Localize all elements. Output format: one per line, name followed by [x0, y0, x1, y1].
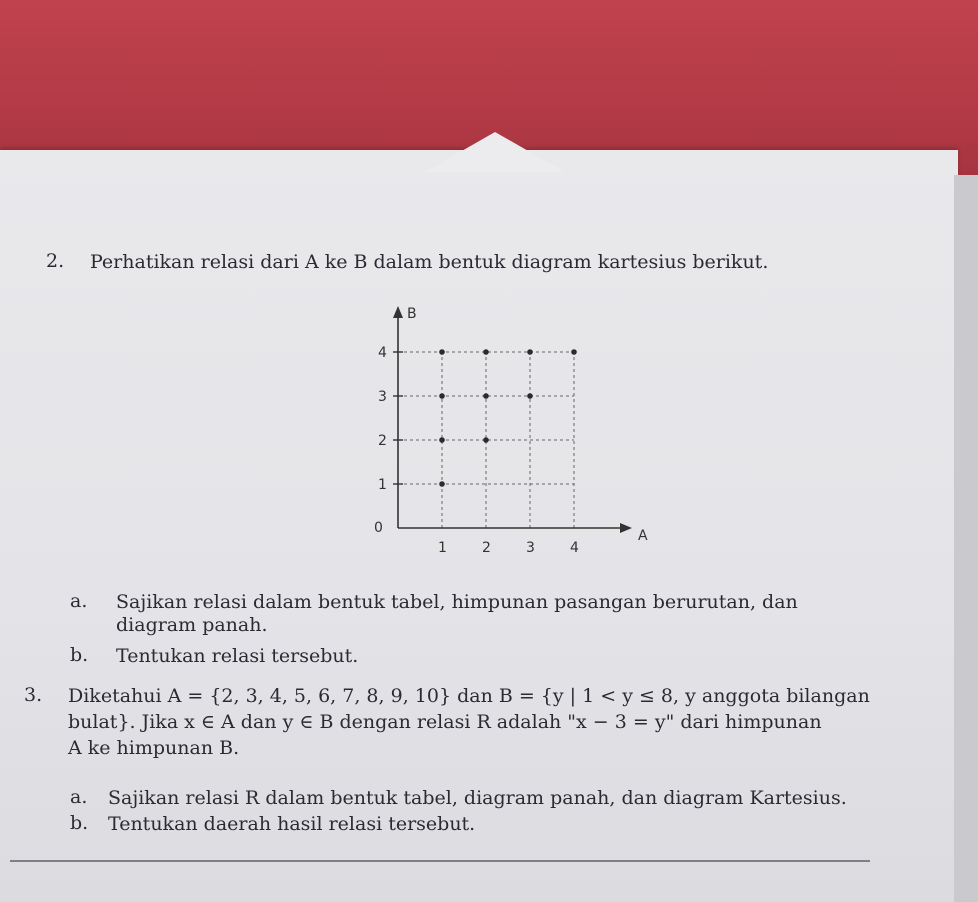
y-tick-label-1: 1 [378, 477, 387, 493]
q3-line2: bulat}. Jika x ∈ A dan y ∈ B dengan relasi R adalah "x − 3 = y" dari himpunan [68, 711, 822, 733]
bottom-rule [10, 860, 870, 862]
data-point-0 [439, 481, 445, 487]
x-tick-label-3: 3 [526, 540, 535, 556]
q2-prompt: Perhatikan relasi dari A ke B dalam bentuk diagram kartesius berikut. [90, 251, 769, 273]
data-point-1 [439, 437, 445, 443]
q3-number: 3. [24, 684, 43, 706]
data-point-9 [571, 349, 577, 355]
y-axis-arrow [393, 306, 403, 318]
chart-ticks [378, 345, 579, 556]
q3a-text: Sajikan relasi R dalam bentuk tabel, diagram panah, dan diagram Kartesius. [108, 787, 847, 809]
data-point-7 [483, 349, 489, 355]
x-tick-label-2: 2 [482, 540, 491, 556]
y-tick-label-4: 4 [378, 345, 387, 361]
x-tick-label-1: 1 [438, 540, 447, 556]
y-tick-label-3: 3 [378, 389, 387, 405]
x-axis-label: A [638, 528, 648, 544]
x-tick-label-4: 4 [570, 540, 579, 556]
data-point-2 [483, 437, 489, 443]
data-point-6 [439, 349, 445, 355]
q2b-text: Tentukan relasi tersebut. [116, 645, 359, 667]
x-axis-arrow [620, 523, 632, 533]
q2a-line1: Sajikan relasi dalam bentuk tabel, himpunan pasangan berurutan, dan [116, 591, 798, 613]
y-tick-label-2: 2 [378, 433, 387, 449]
q2a-label: a. [70, 590, 88, 612]
q3a-label: a. [70, 786, 88, 808]
data-point-5 [527, 393, 533, 399]
q2a-line2: diagram panah. [116, 614, 268, 636]
origin-label: 0 [374, 520, 383, 536]
data-point-4 [483, 393, 489, 399]
data-point-3 [439, 393, 445, 399]
chart-points [439, 349, 577, 487]
q3-line3: A ke himpunan B. [68, 737, 240, 759]
data-point-8 [527, 349, 533, 355]
y-axis-label: B [407, 306, 417, 322]
q2-number: 2. [46, 250, 65, 272]
q3-line1: Diketahui A = {2, 3, 4, 5, 6, 7, 8, 9, 10} dan B = {y | 1 < y ≤ 8, y anggota bilangan [68, 685, 870, 707]
q3b-label: b. [70, 812, 89, 834]
q2b-label: b. [70, 644, 89, 666]
q3b-text: Tentukan daerah hasil relasi tersebut. [108, 813, 476, 835]
